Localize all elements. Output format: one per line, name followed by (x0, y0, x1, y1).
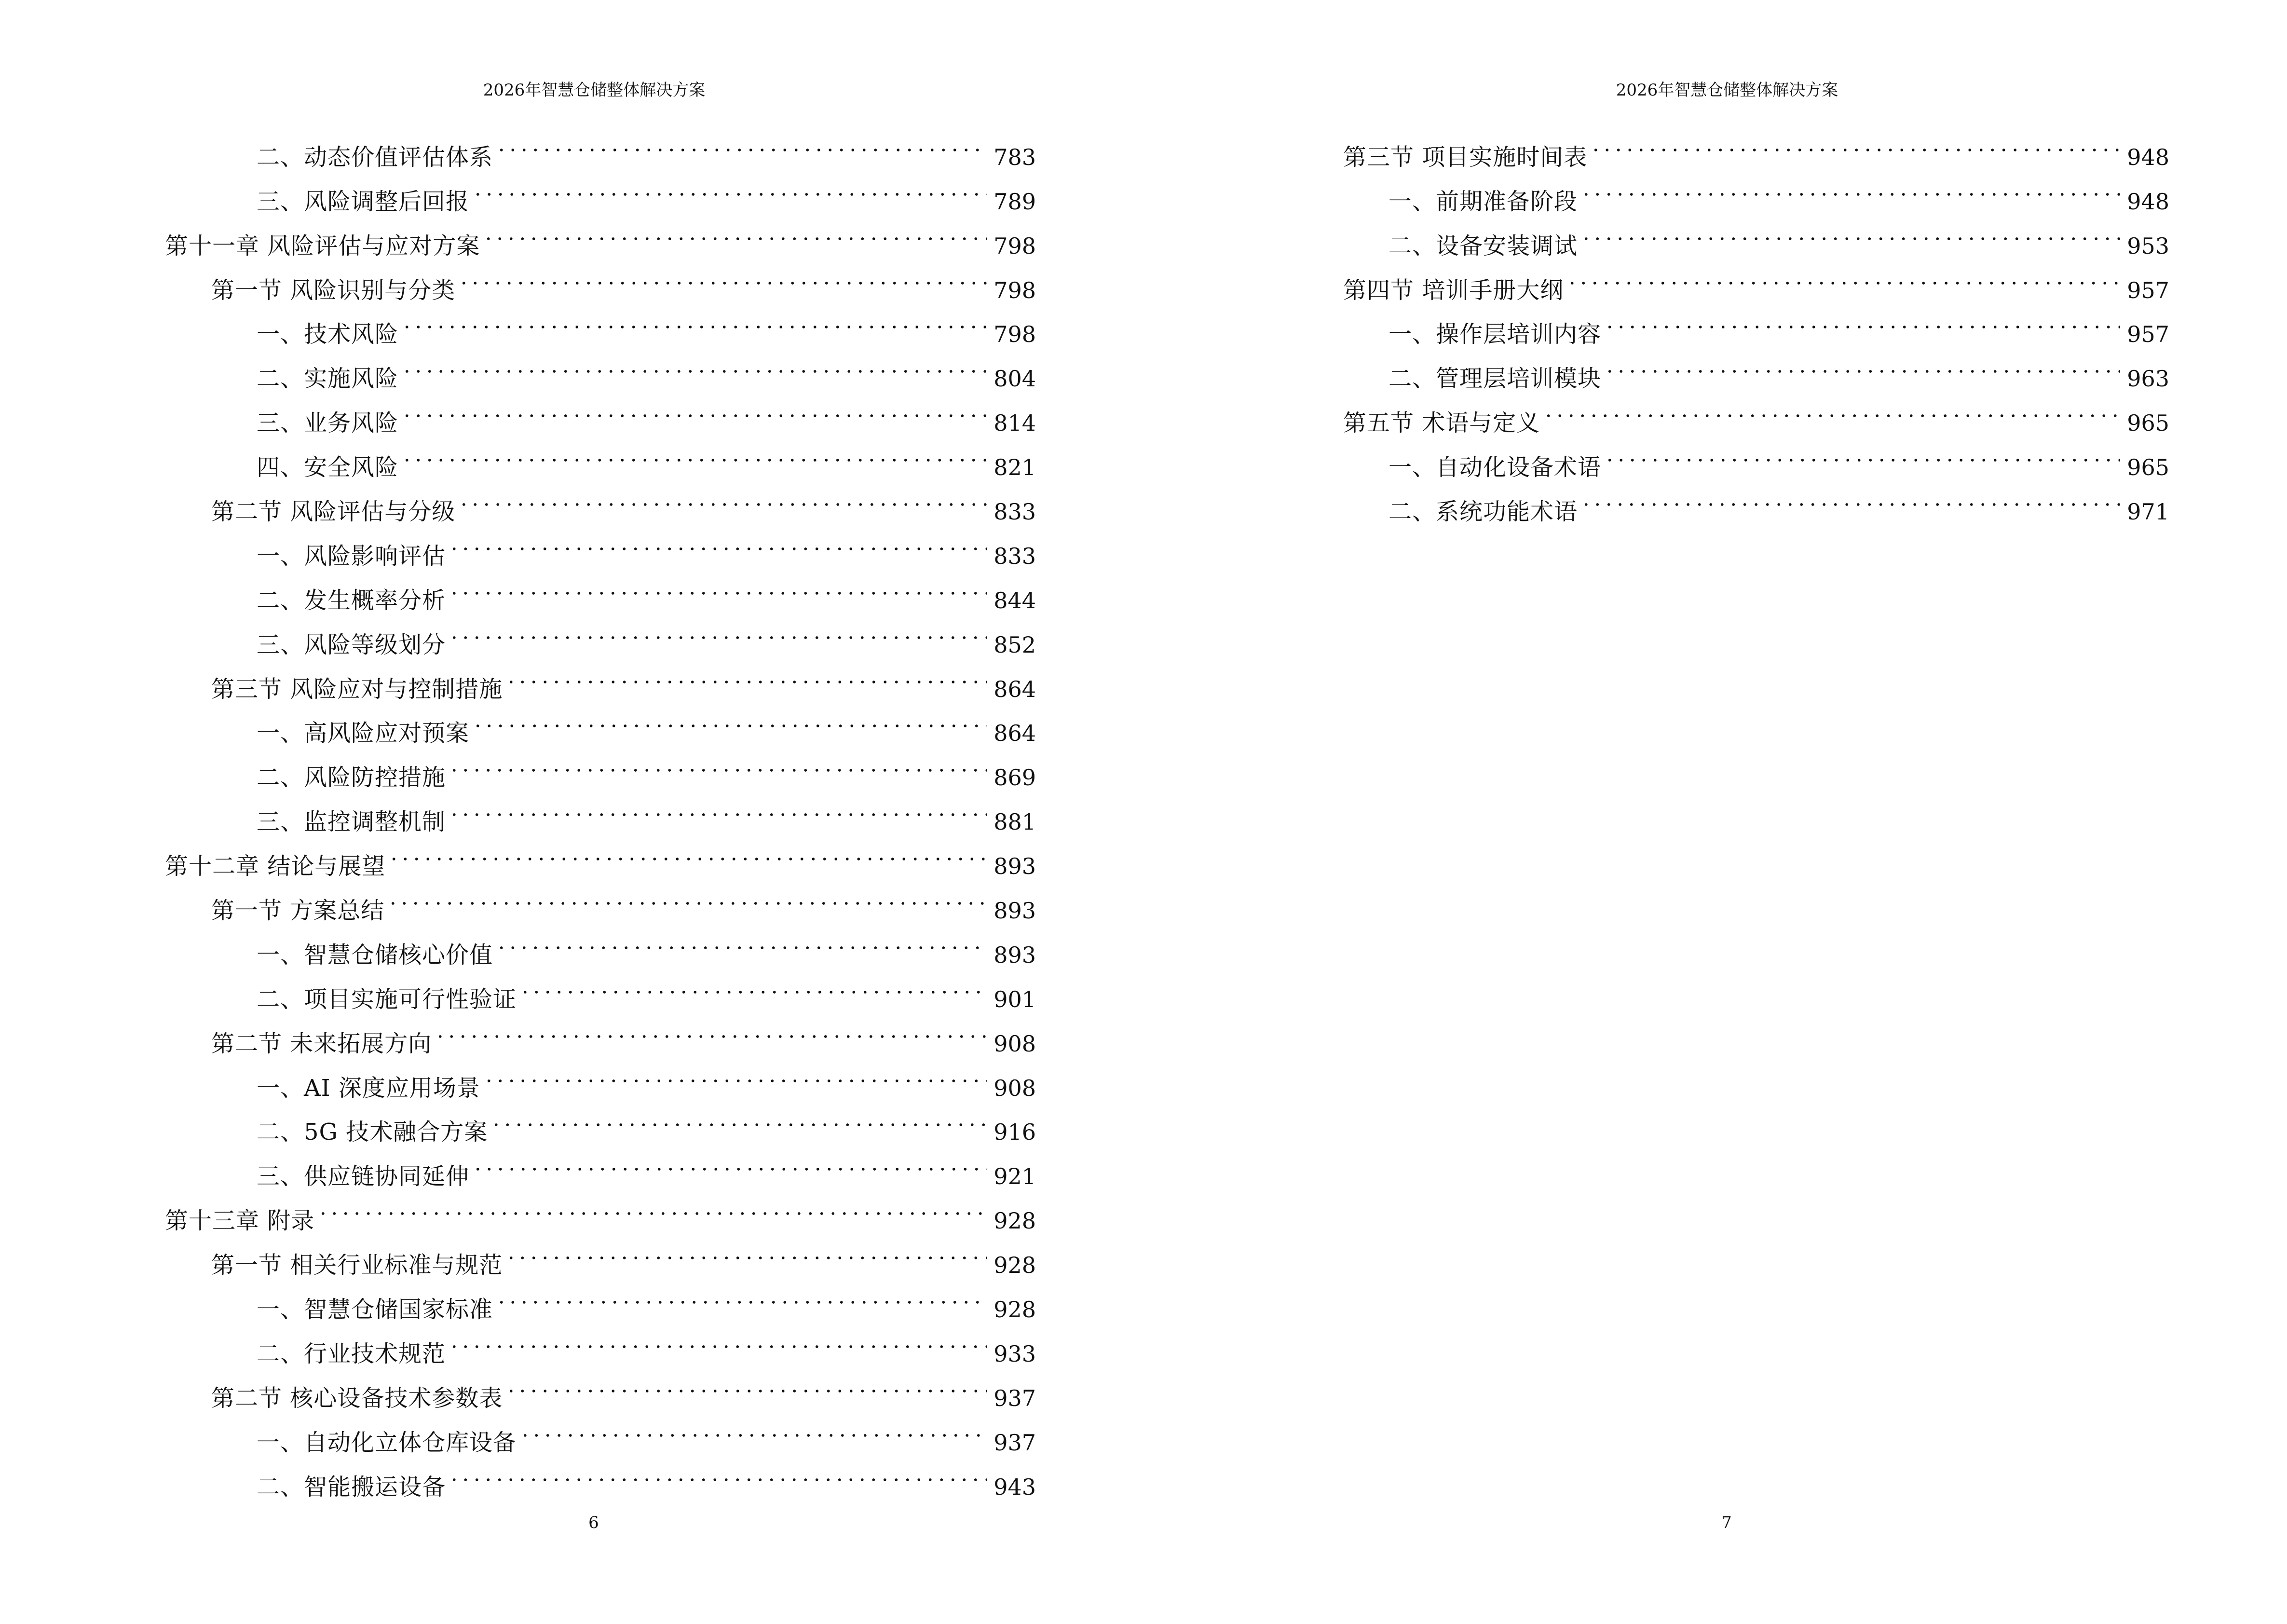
toc-entry-title: 第十一章 风险评估与应对方案 (165, 232, 480, 259)
toc-entry-page: 833 (994, 543, 1036, 569)
toc-entry-title: 一、智慧仓储国家标准 (257, 1296, 493, 1324)
dot-leader (1580, 475, 2120, 519)
toc-entry-page: 953 (2127, 232, 2169, 259)
toc-entry-page: 804 (994, 366, 1036, 392)
toc-entry-page: 948 (2127, 188, 2169, 215)
toc-entry-title: 三、供应链协同延伸 (257, 1163, 470, 1190)
dot-leader (401, 298, 987, 342)
dot-leader (1590, 121, 2120, 165)
toc-entry-title: 一、操作层培训内容 (1389, 321, 1602, 348)
toc-entry-page: 916 (994, 1119, 1036, 1146)
toc-entry-title: 二、项目实施可行性验证 (257, 985, 517, 1013)
toc-entry-title: 第五节 术语与定义 (1343, 409, 1540, 437)
dot-leader (388, 830, 987, 874)
dot-leader (449, 608, 987, 653)
toc-entry-title: 三、业务风险 (257, 409, 399, 437)
dot-leader (401, 431, 987, 475)
dot-leader (401, 342, 987, 386)
dot-leader (505, 1228, 987, 1273)
dot-leader (317, 1184, 987, 1228)
toc-entry-title: 二、管理层培训模块 (1389, 365, 1602, 393)
dot-leader (505, 1362, 987, 1406)
toc-entry-page: 937 (994, 1385, 1036, 1411)
running-header: 2026年智慧仓储整体解决方案 (1616, 81, 1838, 100)
dot-leader (496, 121, 987, 165)
table-of-contents (1343, 121, 2169, 526)
dot-leader (496, 1273, 987, 1317)
toc-entry-page: 798 (994, 232, 1036, 259)
dot-leader (449, 564, 987, 608)
toc-entry-page: 881 (994, 809, 1036, 835)
dot-leader (472, 1140, 987, 1184)
toc-entry-title: 第一节 风险识别与分类 (211, 276, 456, 304)
toc-entry-title: 二、发生概率分析 (257, 587, 446, 614)
toc-entry-title: 四、安全风险 (257, 454, 399, 481)
toc-entry-title: 二、实施风险 (257, 365, 399, 393)
toc-entry-page: 928 (994, 1252, 1036, 1279)
toc-entry-page: 928 (994, 1296, 1036, 1323)
dot-leader (1604, 431, 2120, 475)
dot-leader (483, 1051, 987, 1096)
toc-entry-page: 852 (994, 631, 1036, 658)
dot-leader (449, 1450, 987, 1495)
dot-leader (1604, 298, 2120, 342)
toc-entry[interactable] (165, 121, 1036, 171)
toc-entry-title: 第四节 培训手册大纲 (1343, 276, 1564, 304)
dot-leader (449, 519, 987, 564)
dot-leader (1580, 209, 2120, 254)
dot-leader (505, 653, 987, 697)
dot-leader (449, 741, 987, 785)
toc-entry-page: 957 (2127, 321, 2169, 348)
toc-entry-page: 893 (994, 942, 1036, 968)
dot-leader (472, 165, 987, 209)
toc-entry-page: 943 (994, 1474, 1036, 1500)
dot-leader (519, 1406, 987, 1450)
dot-leader (458, 475, 987, 519)
toc-entry-page: 948 (2127, 144, 2169, 170)
toc-entry-title: 第二节 未来拓展方向 (211, 1030, 432, 1057)
toc-entry-page: 864 (994, 720, 1036, 747)
toc-entry-title: 一、风险影响评估 (257, 542, 446, 570)
table-of-contents (165, 121, 1036, 1501)
toc-entry-page: 789 (994, 188, 1036, 215)
toc-entry-page: 821 (994, 454, 1036, 481)
toc-entry-page: 893 (994, 898, 1036, 924)
right-page (1144, 0, 2287, 1624)
toc-entry-title: 三、监控调整机制 (257, 808, 446, 836)
toc-entry-page: 901 (994, 986, 1036, 1012)
dot-leader (1604, 342, 2120, 386)
toc-entry-page: 937 (994, 1429, 1036, 1456)
running-header: 2026年智慧仓储整体解决方案 (483, 81, 706, 100)
toc-entry-title: 二、5G 技术融合方案 (257, 1119, 488, 1146)
toc-entry-title: 一、技术风险 (257, 321, 399, 348)
toc-entry-title: 一、智慧仓储核心价值 (257, 941, 493, 969)
toc-entry-title: 一、AI 深度应用场景 (257, 1074, 480, 1102)
dot-leader (1543, 386, 2120, 431)
dot-leader (483, 209, 987, 254)
toc-entry-title: 第一节 方案总结 (211, 897, 385, 925)
toc-entry-page: 963 (2127, 366, 2169, 392)
toc-entry-title: 第二节 核心设备技术参数表 (211, 1384, 503, 1412)
dot-leader (449, 785, 987, 830)
dot-leader (496, 918, 987, 963)
toc-entry-page: 928 (994, 1208, 1036, 1234)
toc-entry-title: 三、风险调整后回报 (257, 188, 470, 215)
toc-entry-page: 814 (994, 410, 1036, 437)
dot-leader (449, 1317, 987, 1362)
toc-entry-title: 第十三章 附录 (165, 1207, 315, 1235)
toc-entry-page: 798 (994, 321, 1036, 348)
toc-entry-title: 二、智能搬运设备 (257, 1473, 446, 1501)
toc-entry-page: 957 (2127, 277, 2169, 303)
toc-entry-title: 二、设备安装调试 (1389, 232, 1578, 259)
dot-leader (490, 1096, 987, 1140)
dot-leader (435, 1007, 987, 1051)
dot-leader (387, 874, 987, 918)
toc-entry-page: 933 (994, 1340, 1036, 1367)
toc-entry-page: 971 (2127, 499, 2169, 525)
toc-entry-page: 908 (994, 1075, 1036, 1101)
toc-entry-page: 869 (994, 764, 1036, 791)
toc-entry-page: 965 (2127, 410, 2169, 437)
toc-entry-title: 二、行业技术规范 (257, 1340, 446, 1367)
dot-leader (1566, 254, 2120, 298)
dot-leader (472, 697, 987, 741)
dot-leader (458, 254, 987, 298)
toc-entry-title: 二、风险防控措施 (257, 764, 446, 792)
toc-entry-page: 798 (994, 277, 1036, 303)
page-number: 7 (1721, 1513, 1732, 1532)
toc-entry[interactable] (1343, 121, 2169, 171)
toc-entry-page: 965 (2127, 454, 2169, 481)
toc-entry-title: 三、风险等级划分 (257, 631, 446, 658)
toc-entry-title: 一、前期准备阶段 (1389, 188, 1578, 215)
page-number: 6 (588, 1513, 599, 1532)
toc-entry-title: 一、自动化立体仓库设备 (257, 1429, 517, 1456)
dot-leader (401, 386, 987, 431)
toc-entry-page: 833 (994, 499, 1036, 525)
toc-entry-title: 一、高风险应对预案 (257, 720, 470, 747)
toc-entry-title: 第三节 风险应对与控制措施 (211, 675, 503, 703)
dot-leader (1580, 165, 2120, 209)
toc-entry-page: 908 (994, 1030, 1036, 1057)
toc-entry-title: 二、动态价值评估体系 (257, 143, 493, 171)
toc-entry-page: 921 (994, 1163, 1036, 1190)
toc-entry-title: 第二节 风险评估与分级 (211, 498, 456, 526)
toc-entry-title: 二、系统功能术语 (1389, 498, 1578, 526)
toc-entry-page: 844 (994, 587, 1036, 614)
toc-entry-page: 893 (994, 853, 1036, 880)
toc-entry-title: 第三节 项目实施时间表 (1343, 143, 1588, 171)
toc-entry-page: 783 (994, 144, 1036, 170)
toc-entry-title: 第一节 相关行业标准与规范 (211, 1252, 503, 1279)
dot-leader (519, 963, 987, 1007)
toc-entry-title: 第十二章 结论与展望 (165, 853, 386, 880)
toc-entry-page: 864 (994, 676, 1036, 702)
toc-entry-title: 一、自动化设备术语 (1389, 454, 1602, 481)
